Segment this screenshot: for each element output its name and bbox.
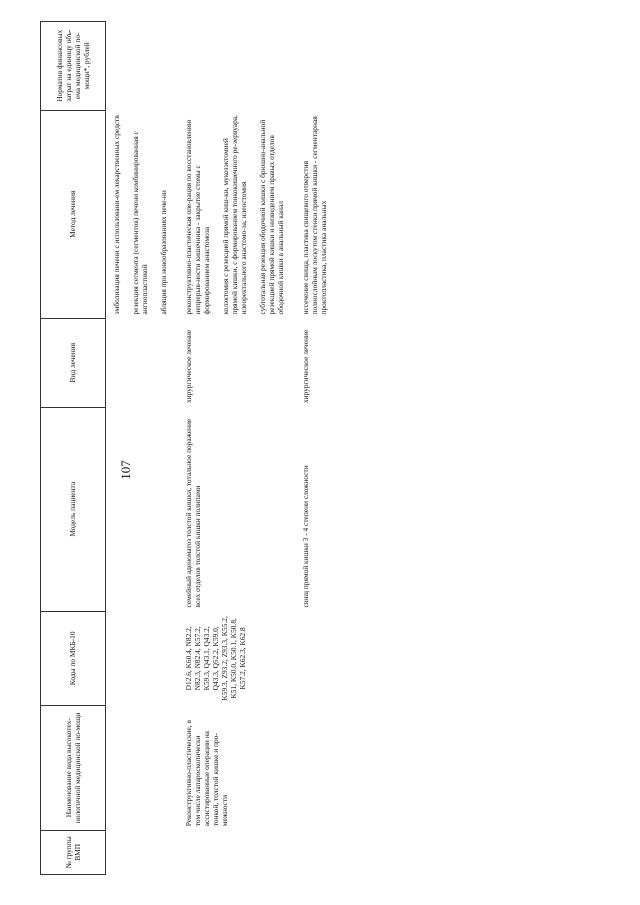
header-norm: Норматив финансовых затрат на единицу объ-ема медицинской по-мощи*, рублей <box>41 22 106 111</box>
cell-treatment-type: хирургическое лечение <box>184 329 194 404</box>
header-method: Метод лечения <box>41 110 106 318</box>
header-patient-model: Модель пациента <box>41 407 106 611</box>
cell-method <box>298 110 341 318</box>
cell-norm <box>106 22 182 111</box>
table-row <box>181 22 298 875</box>
cell-norm <box>298 22 341 111</box>
header-name: Наименование вида высокотех-нологичной медицинской по-мощи <box>41 705 106 830</box>
vmp-table <box>40 21 342 875</box>
page-number: 107 <box>118 460 133 480</box>
cell-method <box>181 110 298 318</box>
cell-icd-codes: D12.6, K60.4, N82.2, N82.3, N82.4, K57.2, K59.3, Q43.1, Q43.2, Q43.3, Q52.2, K59.0, K59.3, Z93.2, Z93.3, K55.2, K51, K50.0, K50.1, K50.8, K57.2, K62.3, K62.8 <box>184 616 248 701</box>
method-item: резекция сегмента (сегментов) печени комбинированная с ангиопластикой <box>131 131 150 315</box>
cell-group-no <box>298 830 341 874</box>
method-item: эмболизация печени с использовани-ем лекарственных средств <box>112 115 121 315</box>
cell-norm <box>181 22 298 111</box>
cell-name <box>106 705 182 830</box>
header-group-no: № группы ВМП <box>41 830 106 874</box>
table-header-row <box>41 22 106 875</box>
header-treatment-type: Вид лечения <box>41 318 106 407</box>
header-icd-codes: Коды по МКБ-10 <box>41 611 106 705</box>
table-row <box>298 22 341 875</box>
cell-icd-codes <box>106 611 182 705</box>
method-item: иссечение свища, пластика свищевого отверстия полнослойным лоскутом стенки прямой кишки - сегментарная проктопластика, пластика анальных <box>301 116 329 315</box>
cell-treatment-type <box>106 318 182 407</box>
cell-group-no <box>106 830 182 874</box>
cell-icd-codes <box>298 611 341 705</box>
cell-name <box>298 705 341 830</box>
method-item: абляция при новообразованиях пече-ни <box>159 190 169 315</box>
cell-patient-model: свищ прямой кишки 3 - 4 степени сложности <box>301 465 311 608</box>
method-item: колэктомия с резекцией прямой киш-ки, мукозэктомией прямой кишки, с формированием тонкокишечного ре-зервуара, илеоректального анастомо-за, илеостомия <box>221 115 249 315</box>
table-row <box>106 22 182 875</box>
cell-group-no <box>181 830 298 874</box>
cell-method <box>106 110 182 318</box>
cell-patient-model <box>106 407 182 611</box>
method-item: субтотальная резекция ободочной кишки с брюшно-анальной резекцией прямой кишки и низведением правых отделов ободочной кишки в анальный канал <box>258 119 286 315</box>
cell-treatment-type: хирургическое лечение <box>301 329 311 404</box>
method-item: реконструктивно-пластическая опе-рация по восстановлению непрерыв-ности кишечника - закрытие стомы с формированием анастомоза <box>184 119 212 315</box>
cell-patient-model: семейный аденоматоз толстой кишки, тотальное поражение всех отделов толстой кишки полипами <box>184 418 203 608</box>
cell-name: Реконструктивно-пластические, в том числе лапароскопически ассистированные операции на тонкой, толстой кишке и про-межности <box>184 720 230 827</box>
